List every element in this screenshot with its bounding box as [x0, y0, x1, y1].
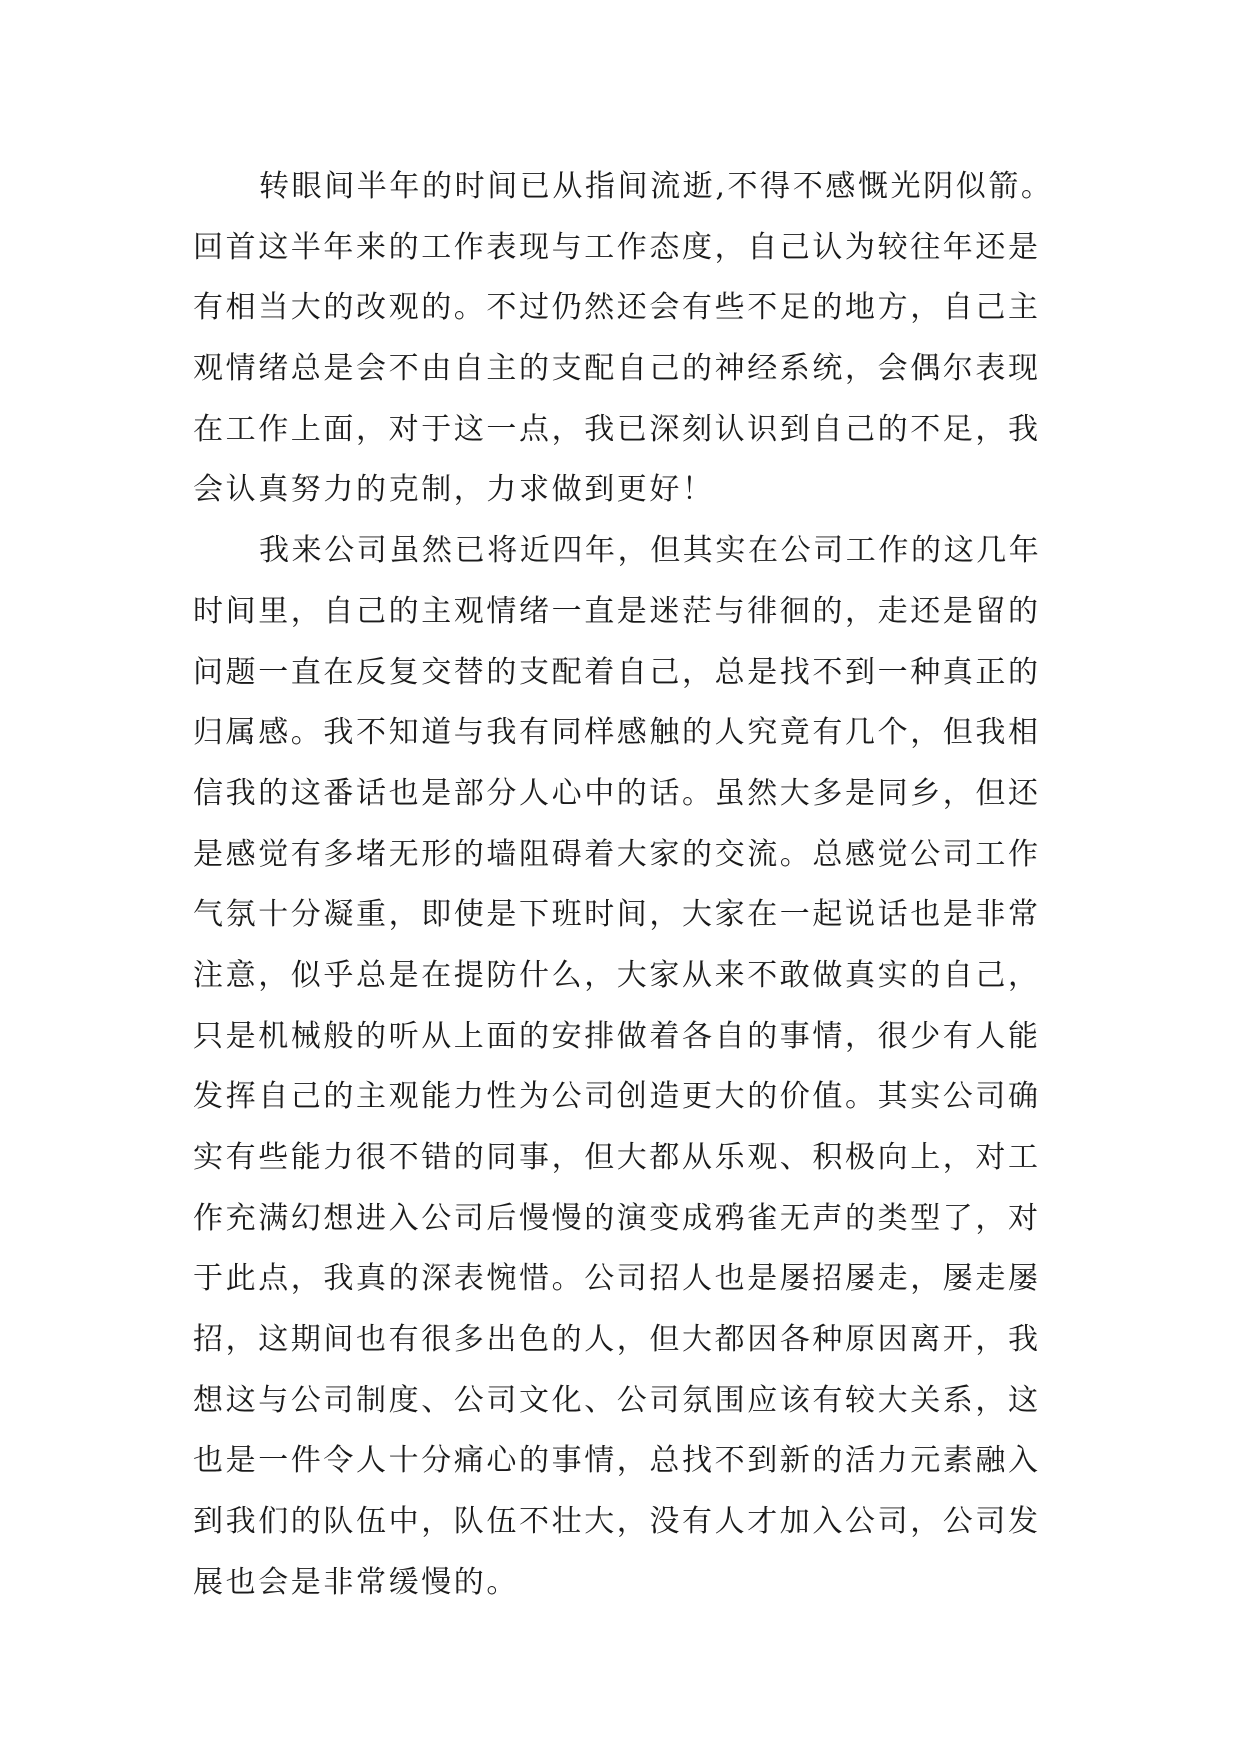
paragraph-line: 时间里，自己的主观情绪一直是迷茫与徘徊的，走还是留的 [193, 593, 1041, 629]
paragraph-line: 注意，似乎总是在提防什么，大家从来不敢做真实的自己， [193, 957, 1041, 993]
paragraph-1 [193, 157, 1093, 521]
paragraph-line: 有相当大的改观的。不过仍然还会有些不足的地方，自己主 [193, 290, 1041, 326]
document-body [193, 157, 1093, 1614]
paragraph-line: 归属感。我不知道与我有同样感触的人究竟有几个，但我相 [193, 715, 1041, 751]
paragraph-line: 是感觉有多堵无形的墙阻碍着大家的交流。总感觉公司工作 [193, 836, 1041, 872]
paragraph-2 [193, 521, 1093, 1613]
paragraph-line: 我来公司虽然已将近四年，但其实在公司工作的这几年 [259, 533, 1042, 569]
paragraph-line: 转眼间半年的时间已从指间流逝,不得不感慨光阴似箭。 [259, 169, 1054, 204]
paragraph-line: 招，这期间也有很多出色的人，但大都因各种原因离开，我 [193, 1322, 1041, 1358]
paragraph-line: 观情绪总是会不由自主的支配自己的神经系统，会偶尔表现 [193, 351, 1041, 387]
paragraph-line: 展也会是非常缓慢的。 [193, 1564, 519, 1600]
paragraph-line: 想这与公司制度、公司文化、公司氛围应该有较大关系，这 [193, 1382, 1041, 1418]
paragraph-line: 于此点，我真的深表惋惜。公司招人也是屡招屡走，屡走屡 [193, 1261, 1041, 1297]
paragraph-line: 也是一件令人十分痛心的事情，总找不到新的活力元素融入 [193, 1443, 1041, 1479]
paragraph-line: 在工作上面，对于这一点，我已深刻认识到自己的不足，我 [193, 411, 1041, 447]
paragraph-line: 问题一直在反复交替的支配着自己，总是找不到一种真正的 [193, 654, 1041, 690]
paragraph-line: 信我的这番话也是部分人心中的话。虽然大多是同乡，但还 [193, 775, 1041, 811]
paragraph-line: 作充满幻想进入公司后慢慢的演变成鸦雀无声的类型了，对 [193, 1200, 1041, 1236]
paragraph-line: 只是机械般的听从上面的安排做着各自的事情，很少有人能 [193, 1018, 1041, 1054]
paragraph-line: 到我们的队伍中，队伍不壮大，没有人才加入公司，公司发 [193, 1504, 1041, 1540]
paragraph-line: 发挥自己的主观能力性为公司创造更大的价值。其实公司确 [193, 1079, 1041, 1115]
paragraph-line: 实有些能力很不错的同事，但大都从乐观、积极向上，对工 [193, 1140, 1041, 1175]
paragraph-line: 会认真努力的克制，力求做到更好！ [193, 472, 715, 508]
paragraph-line: 气氛十分凝重，即使是下班时间，大家在一起说话也是非常 [193, 897, 1041, 933]
paragraph-line: 回首这半年来的工作表现与工作态度，自己认为较往年还是 [193, 229, 1041, 265]
